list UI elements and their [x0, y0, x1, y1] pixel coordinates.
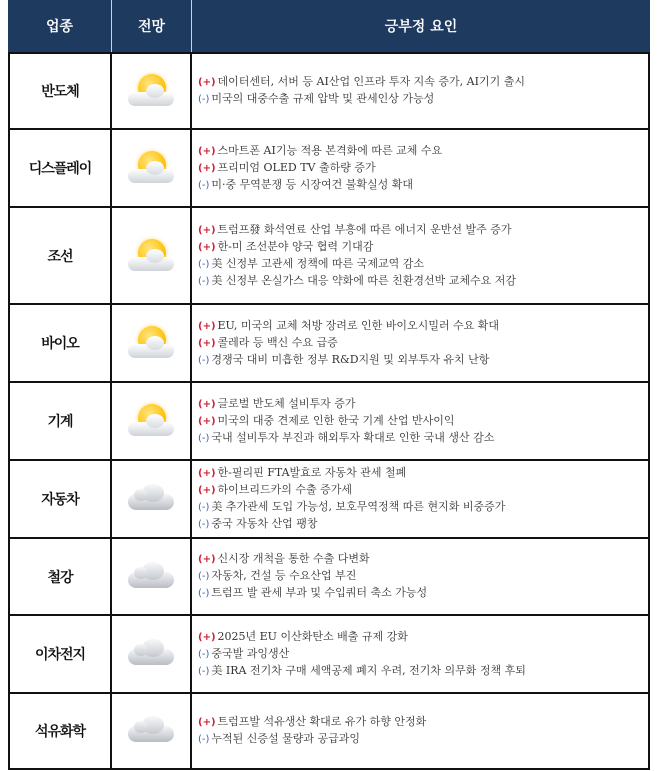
outlook-cell — [112, 694, 192, 768]
factor-text: 누적된 신증설 물량과 공급과잉 — [211, 732, 361, 745]
plus-sign: (+) — [198, 631, 216, 643]
minus-sign: (-) — [198, 519, 210, 530]
factors-cell — [192, 616, 648, 692]
factor-text: 트럼프發 화석연료 산업 부흥에 따른 에너지 운반선 발주 증가 — [217, 222, 512, 236]
factors-cell — [192, 383, 648, 459]
negative-factor — [198, 731, 360, 748]
outlook-cell — [112, 461, 192, 537]
cloud-icon — [126, 637, 176, 671]
minus-sign: (-) — [198, 734, 210, 745]
outlook-cell — [112, 130, 192, 206]
industry-name: 이차전지 — [10, 616, 112, 692]
header-factors: 긍부정 요인 — [384, 19, 458, 35]
plus-sign: (+) — [198, 320, 216, 332]
industry-name: 자동차 — [10, 461, 112, 537]
factor-text: 콜레라 등 백신 수요 급증 — [217, 335, 338, 349]
minus-sign: (-) — [198, 94, 210, 105]
plus-sign: (+) — [198, 162, 216, 174]
cloud-shape — [128, 422, 174, 436]
plus-sign: (+) — [198, 415, 216, 427]
industry-name: 조선 — [10, 208, 112, 303]
minus-sign: (-) — [198, 588, 210, 599]
factor-text: 美 신정부 온실가스 대응 약화에 따른 친환경선박 교체수요 저감 — [211, 273, 517, 287]
cloud-shape — [128, 257, 174, 271]
table-row — [8, 537, 650, 614]
factor-text: 글로벌 반도체 설비투자 증가 — [217, 396, 356, 410]
industry-name: 디스플레이 — [10, 130, 112, 206]
positive-factor — [198, 239, 373, 256]
negative-factor — [198, 568, 356, 585]
minus-sign: (-) — [198, 502, 210, 513]
cloud-shape — [128, 344, 174, 358]
cloud-shape — [128, 92, 174, 106]
factor-text: 경쟁국 대비 미흡한 정부 R&D지원 및 외부투자 유치 난항 — [211, 352, 490, 366]
plus-sign: (+) — [198, 145, 216, 157]
factor-text: 중국발 과잉생산 — [211, 646, 290, 660]
cloud-shape — [128, 726, 174, 742]
plus-sign: (+) — [198, 337, 216, 349]
minus-sign: (-) — [198, 179, 210, 191]
outlook-cell — [112, 539, 192, 614]
factors-cell — [192, 54, 648, 128]
table-row — [8, 614, 650, 692]
negative-factor — [198, 352, 489, 369]
positive-factor — [198, 143, 442, 160]
minus-sign: (-) — [198, 571, 210, 582]
factor-text: 데이터센터, 서버 등 AI산업 인프라 투자 지속 증가, AI기기 출시 — [217, 75, 525, 88]
factor-text: 트럼프발 석유생산 확대로 유가 하향 안정화 — [217, 715, 427, 728]
outlook-cell — [112, 383, 192, 459]
factors-cell — [192, 130, 648, 206]
factors-cell — [192, 208, 648, 303]
plus-sign: (+) — [198, 224, 216, 236]
cloud-icon — [126, 560, 176, 594]
header-outlook: 전망 — [112, 0, 192, 52]
table-row — [8, 206, 650, 303]
table-bottom-border — [8, 768, 650, 770]
table-row — [8, 128, 650, 206]
positive-factor — [198, 465, 406, 482]
outlook-cell — [112, 305, 192, 381]
factor-text: 2025년 EU 이산화탄소 배출 규제 강화 — [217, 629, 408, 643]
minus-sign: (-) — [198, 665, 210, 677]
positive-factor — [198, 160, 376, 177]
factor-text: 미국의 대중수출 규제 압박 및 관세인상 가능성 — [211, 92, 435, 105]
negative-factor — [198, 585, 427, 602]
negative-factor — [198, 256, 424, 273]
factor-text: EU, 미국의 교체 처방 장려로 인한 바이오시밀러 수요 확대 — [217, 318, 500, 332]
sun-behind-cloud-icon — [126, 151, 176, 185]
negative-factor — [198, 177, 413, 194]
cloud-shape — [128, 572, 174, 588]
factor-text: 스마트폰 AI기능 적용 본격화에 따른 교체 수요 — [217, 143, 443, 157]
factor-text: 한-필리핀 FTA발효로 자동차 관세 철폐 — [217, 466, 407, 479]
negative-factor — [198, 646, 289, 663]
table-row — [8, 303, 650, 381]
sun-behind-cloud-icon — [126, 239, 176, 273]
positive-factor — [198, 629, 408, 646]
positive-factor — [198, 74, 525, 91]
outlook-cell — [112, 208, 192, 303]
plus-sign: (+) — [198, 468, 216, 479]
table-row — [8, 459, 650, 537]
factors-cell — [192, 539, 648, 614]
factor-text: 프리미엄 OLED TV 출하량 증가 — [217, 160, 376, 174]
negative-factor — [198, 516, 318, 533]
outlook-cell — [112, 54, 192, 128]
factor-text: 국내 설비투자 부진과 해외투자 확대로 인한 국내 생산 감소 — [211, 430, 495, 444]
factors-cell — [192, 305, 648, 381]
table-row — [8, 381, 650, 459]
negative-factor — [198, 91, 434, 108]
factor-text: 미국의 대중 견제로 인한 한국 기계 산업 반사이익 — [217, 413, 455, 427]
minus-sign: (-) — [198, 432, 210, 444]
minus-sign: (-) — [198, 648, 210, 660]
factor-text: 신시장 개척을 통한 수출 다변화 — [217, 552, 370, 565]
plus-sign: (+) — [198, 77, 216, 88]
sun-behind-cloud-icon — [126, 74, 176, 108]
table-row — [8, 52, 650, 128]
plus-sign: (+) — [198, 485, 216, 496]
negative-factor — [198, 663, 526, 680]
table-header — [8, 0, 650, 52]
factor-text: 중국 자동차 산업 팽창 — [211, 517, 318, 530]
factors-cell — [192, 694, 648, 768]
cloud-icon — [126, 482, 176, 516]
positive-factor — [198, 396, 356, 413]
cloud-icon — [126, 714, 176, 748]
sun-behind-cloud-icon — [126, 404, 176, 438]
plus-sign: (+) — [198, 554, 216, 565]
factor-text: 자동차, 건설 등 수요산업 부진 — [211, 569, 357, 582]
negative-factor — [198, 430, 494, 447]
industry-name: 반도체 — [10, 54, 112, 128]
cloud-shape — [128, 169, 174, 183]
positive-factor — [198, 714, 426, 731]
minus-sign: (-) — [198, 354, 210, 366]
plus-sign: (+) — [198, 717, 216, 728]
cloud-shape — [128, 494, 174, 510]
factor-text: 美 추가관세 도입 가능성, 보호무역정책 따른 현지화 비중증가 — [211, 500, 506, 513]
positive-factor — [198, 413, 455, 430]
factor-text: 美 신정부 고관세 정책에 따른 국제교역 감소 — [211, 256, 425, 270]
factor-text: 한-미 조선분야 양국 협력 기대감 — [217, 239, 374, 253]
positive-factor — [198, 318, 499, 335]
plus-sign: (+) — [198, 241, 216, 253]
factor-text: 미·중 무역분쟁 등 시장여건 불확실성 확대 — [211, 177, 414, 191]
plus-sign: (+) — [198, 398, 216, 410]
sun-behind-cloud-icon — [126, 326, 176, 360]
negative-factor — [198, 273, 516, 290]
industry-name: 기계 — [10, 383, 112, 459]
factor-text: 하이브리드카의 수출 증가세 — [217, 483, 353, 496]
industry-name: 철강 — [10, 539, 112, 614]
positive-factor — [198, 482, 352, 499]
negative-factor — [198, 499, 505, 516]
industry-name: 석유화학 — [10, 694, 112, 768]
positive-factor — [198, 335, 338, 352]
positive-factor — [198, 551, 370, 568]
factor-text: 트럼프 발 관세 부과 및 수입쿼터 축소 가능성 — [211, 586, 428, 599]
header-industry: 업종 — [8, 0, 112, 52]
outlook-cell — [112, 616, 192, 692]
industry-name: 바이오 — [10, 305, 112, 381]
minus-sign: (-) — [198, 258, 210, 270]
positive-factor — [198, 222, 512, 239]
factor-text: 美 IRA 전기차 구매 세액공제 폐지 우려, 전기차 의무화 정책 후퇴 — [211, 663, 526, 677]
factors-cell — [192, 461, 648, 537]
minus-sign: (-) — [198, 275, 210, 287]
table-row — [8, 692, 650, 768]
cloud-shape — [128, 649, 174, 665]
